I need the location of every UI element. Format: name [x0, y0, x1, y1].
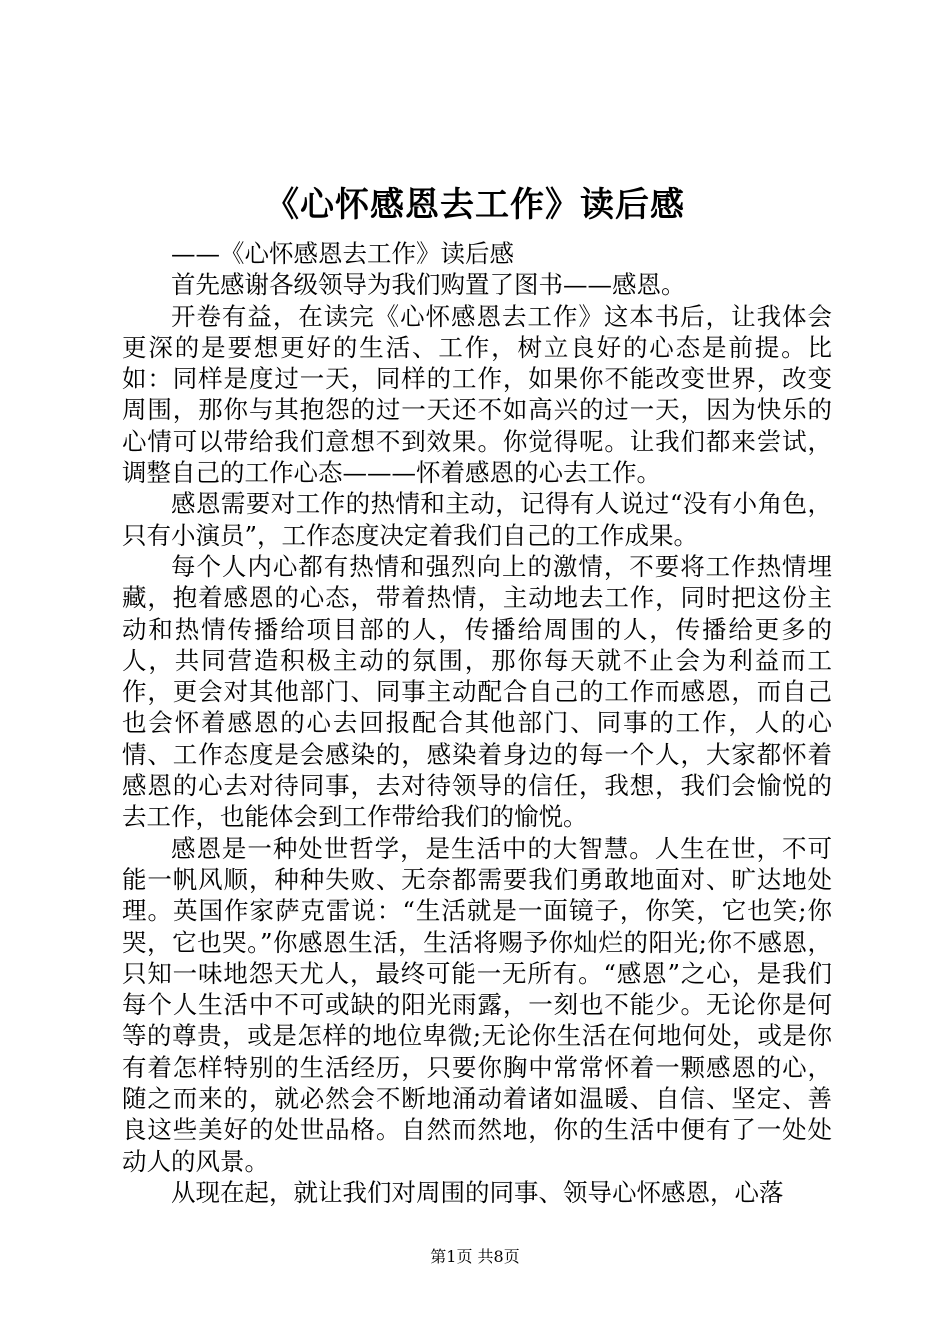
body-paragraph: 感恩需要对工作的热情和主动，记得有人说过“没有小角色，只有小演员”，工作态度决定着我们自己的工作成果。: [122, 489, 832, 550]
document-body: [122, 238, 832, 1208]
page-number-footer: 第1页 共8页: [430, 1247, 520, 1266]
body-paragraph: 感恩是一种处世哲学，是生活中的大智慧。人生在世，不可能一帆风顺，种种失败、无奈都需要我们勇敢地面对、旷达地处理。英国作家萨克雷说：“生活就是一面镜子，你笑，它也笑;你哭，它也哭。”你感恩生活，生活将赐予你灿烂的阳光;你不感恩，只知一味地怨天尤人，最终可能一无所有。“感恩”之心，是我们每个人生活中不可或缺的阳光雨露，一刻也不能少。无论你是何等的尊贵，或是怎样的地位卑微;无论你生活在何地何处，或是你有着怎样特别的生活经历，只要你胸中常常怀着一颗感恩的心，随之而来的，就必然会不断地涌动着诸如温暖、自信、坚定、善良这些美好的处世品格。自然而然地，你的生活中便有了一处处动人的风景。: [122, 833, 832, 1176]
document-title: 《心怀感恩去工作》读后感: [265, 185, 685, 225]
body-paragraph: 每个人内心都有热情和强烈向上的激情，不要将工作热情埋藏，抱着感恩的心态，带着热情，主动地去工作，同时把这份主动和热情传播给项目部的人，传播给周围的人，传播给更多的人，共同营造积极主动的氛围，那你每天就不止会为利益而工作，更会对其他部门、同事主动配合自己的工作而感恩，而自己也会怀着感恩的心去回报配合其他部门、同事的工作，人的心情、工作态度是会感染的，感染着身边的每一个人，大家都怀着感恩的心去对待同事，去对待领导的信任，我想，我们会愉悦的去工作，也能体会到工作带给我们的愉悦。: [122, 551, 832, 832]
subtitle-paragraph: ——《心怀感恩去工作》读后感: [171, 239, 514, 268]
body-paragraph: 首先感谢各级领导为我们购置了图书——感恩。: [171, 270, 686, 300]
body-paragraph: 开卷有益，在读完《心怀感恩去工作》这本书后，让我体会更深的是要想更好的生活、工作，树立良好的心态是前提。比如：同样是度过一天，同样的工作，如果你不能改变世界，改变周围，那你与其抱怨的过一天还不如高兴的过一天，因为快乐的心情可以带给我们意想不到效果。你觉得呢。让我们都来尝试，调整自己的工作心态———怀着感恩的心去工作。: [122, 301, 832, 488]
body-paragraph: 从现在起，就让我们对周围的同事、领导心怀感恩，心落: [171, 1177, 784, 1207]
